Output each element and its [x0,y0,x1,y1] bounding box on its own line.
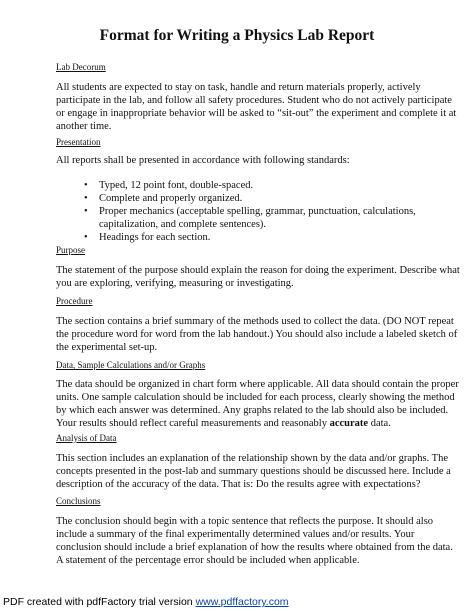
list-item-text: Headings for each section. [99,232,211,243]
text-segment: Your results should reflect careful measurements and reasonably [56,418,327,429]
section-heading-analysis: Analysis of Data [56,433,117,443]
section-heading-procedure: Procedure [56,296,93,306]
list-item-text: Proper mechanics (acceptable spelling, grammar, punctuation, calculations, [99,206,416,217]
text-line: by which each answer was determined. Any graphs related to the lab should also be included. [56,405,449,416]
text-line: you are exploring, verifying, measuring or investigating. [56,278,294,289]
text-line: or engage in inappropriate behavior will be asked to “sit-out” the experiment and complete it at [56,108,457,119]
text-line: concepts presented in the post-lab and summary questions should be discussed here. Include a [56,466,451,477]
list-item-continuation: capitalization, and complete sentences). [99,219,267,230]
list-item [84,192,416,205]
presentation-paragraph [56,154,428,167]
text-line: A statement of the percentage error should be included when applicable. [56,555,360,566]
emphasis-text: accurate [329,418,369,429]
text-line: The statement of the purpose should explain the reason for doing the experiment. Describe what [56,265,460,276]
analysis-paragraph [56,452,451,491]
document-title: Format for Writing a Physics Lab Report [99,27,375,44]
lab-decorum-paragraph [56,81,457,133]
text-line: the experimental set-up. [56,342,158,353]
text-line: The conclusion should begin with a topic sentence that reflects the purpose. It should also [56,516,434,527]
purpose-paragraph [56,264,460,290]
bullet-icon: • [84,193,88,204]
pdf-watermark-footer [3,596,289,608]
bullet-icon: • [84,180,88,191]
text-line: All students are expected to stay on task, handle and return materials properly, actively [56,82,421,93]
text-line: The data should be organized in chart form where applicable. All data should contain the proper [56,379,459,390]
procedure-paragraph [56,315,458,354]
list-item [84,231,416,244]
text-line: This section includes an explanation of the relationship shown by the data and/or graphs. The [56,453,449,464]
footer-text: PDF created with pdfFactory trial version [3,596,196,608]
text-line: include a summary of the final experimentally determined values and/or results. Your [56,529,415,540]
list-item-text: Complete and properly organized. [99,193,243,204]
text-line: units. One sample calculation should be included for each process, clearly showing the method [56,392,455,403]
section-heading-conclusions: Conclusions [56,496,101,506]
list-item [84,179,416,192]
list-item [84,205,416,218]
text-line: The section contains a brief summary of the methods used to collect the data. (DO NOT repeat [56,316,454,327]
text-line: conclusion should include a brief explanation of how the results where obtained from the data. [56,542,453,553]
bullet-icon: • [84,206,88,217]
pdffactory-link[interactable]: www.pdffactory.com [195,596,289,608]
text-line: the procedure word for word from the lab handout.) You should also include a labeled sketch of [56,329,458,340]
text-line: another time. [56,121,112,132]
conclusions-paragraph [56,515,453,567]
text-line [56,417,428,430]
list-item-text: Typed, 12 point font, double-spaced. [99,180,254,191]
text-segment: data. [368,418,391,429]
section-heading-presentation: Presentation [56,137,101,147]
text-line: description of the accuracy of the data. That is: Do the results agree with expectations? [56,479,421,490]
section-heading-lab-decorum: Lab Decorum [56,62,106,72]
standards-bullet-list [84,179,416,244]
section-heading-data: Data, Sample Calculations and/or Graphs [56,360,206,370]
data-paragraph [56,378,459,430]
bullet-icon: • [84,232,88,243]
text-line: All reports shall be presented in accordance with following standards: [56,155,350,166]
text-line: participate in the lab, and follow all safety procedures. Student who do not actively participate [56,95,452,106]
section-heading-purpose: Purpose [56,245,85,255]
